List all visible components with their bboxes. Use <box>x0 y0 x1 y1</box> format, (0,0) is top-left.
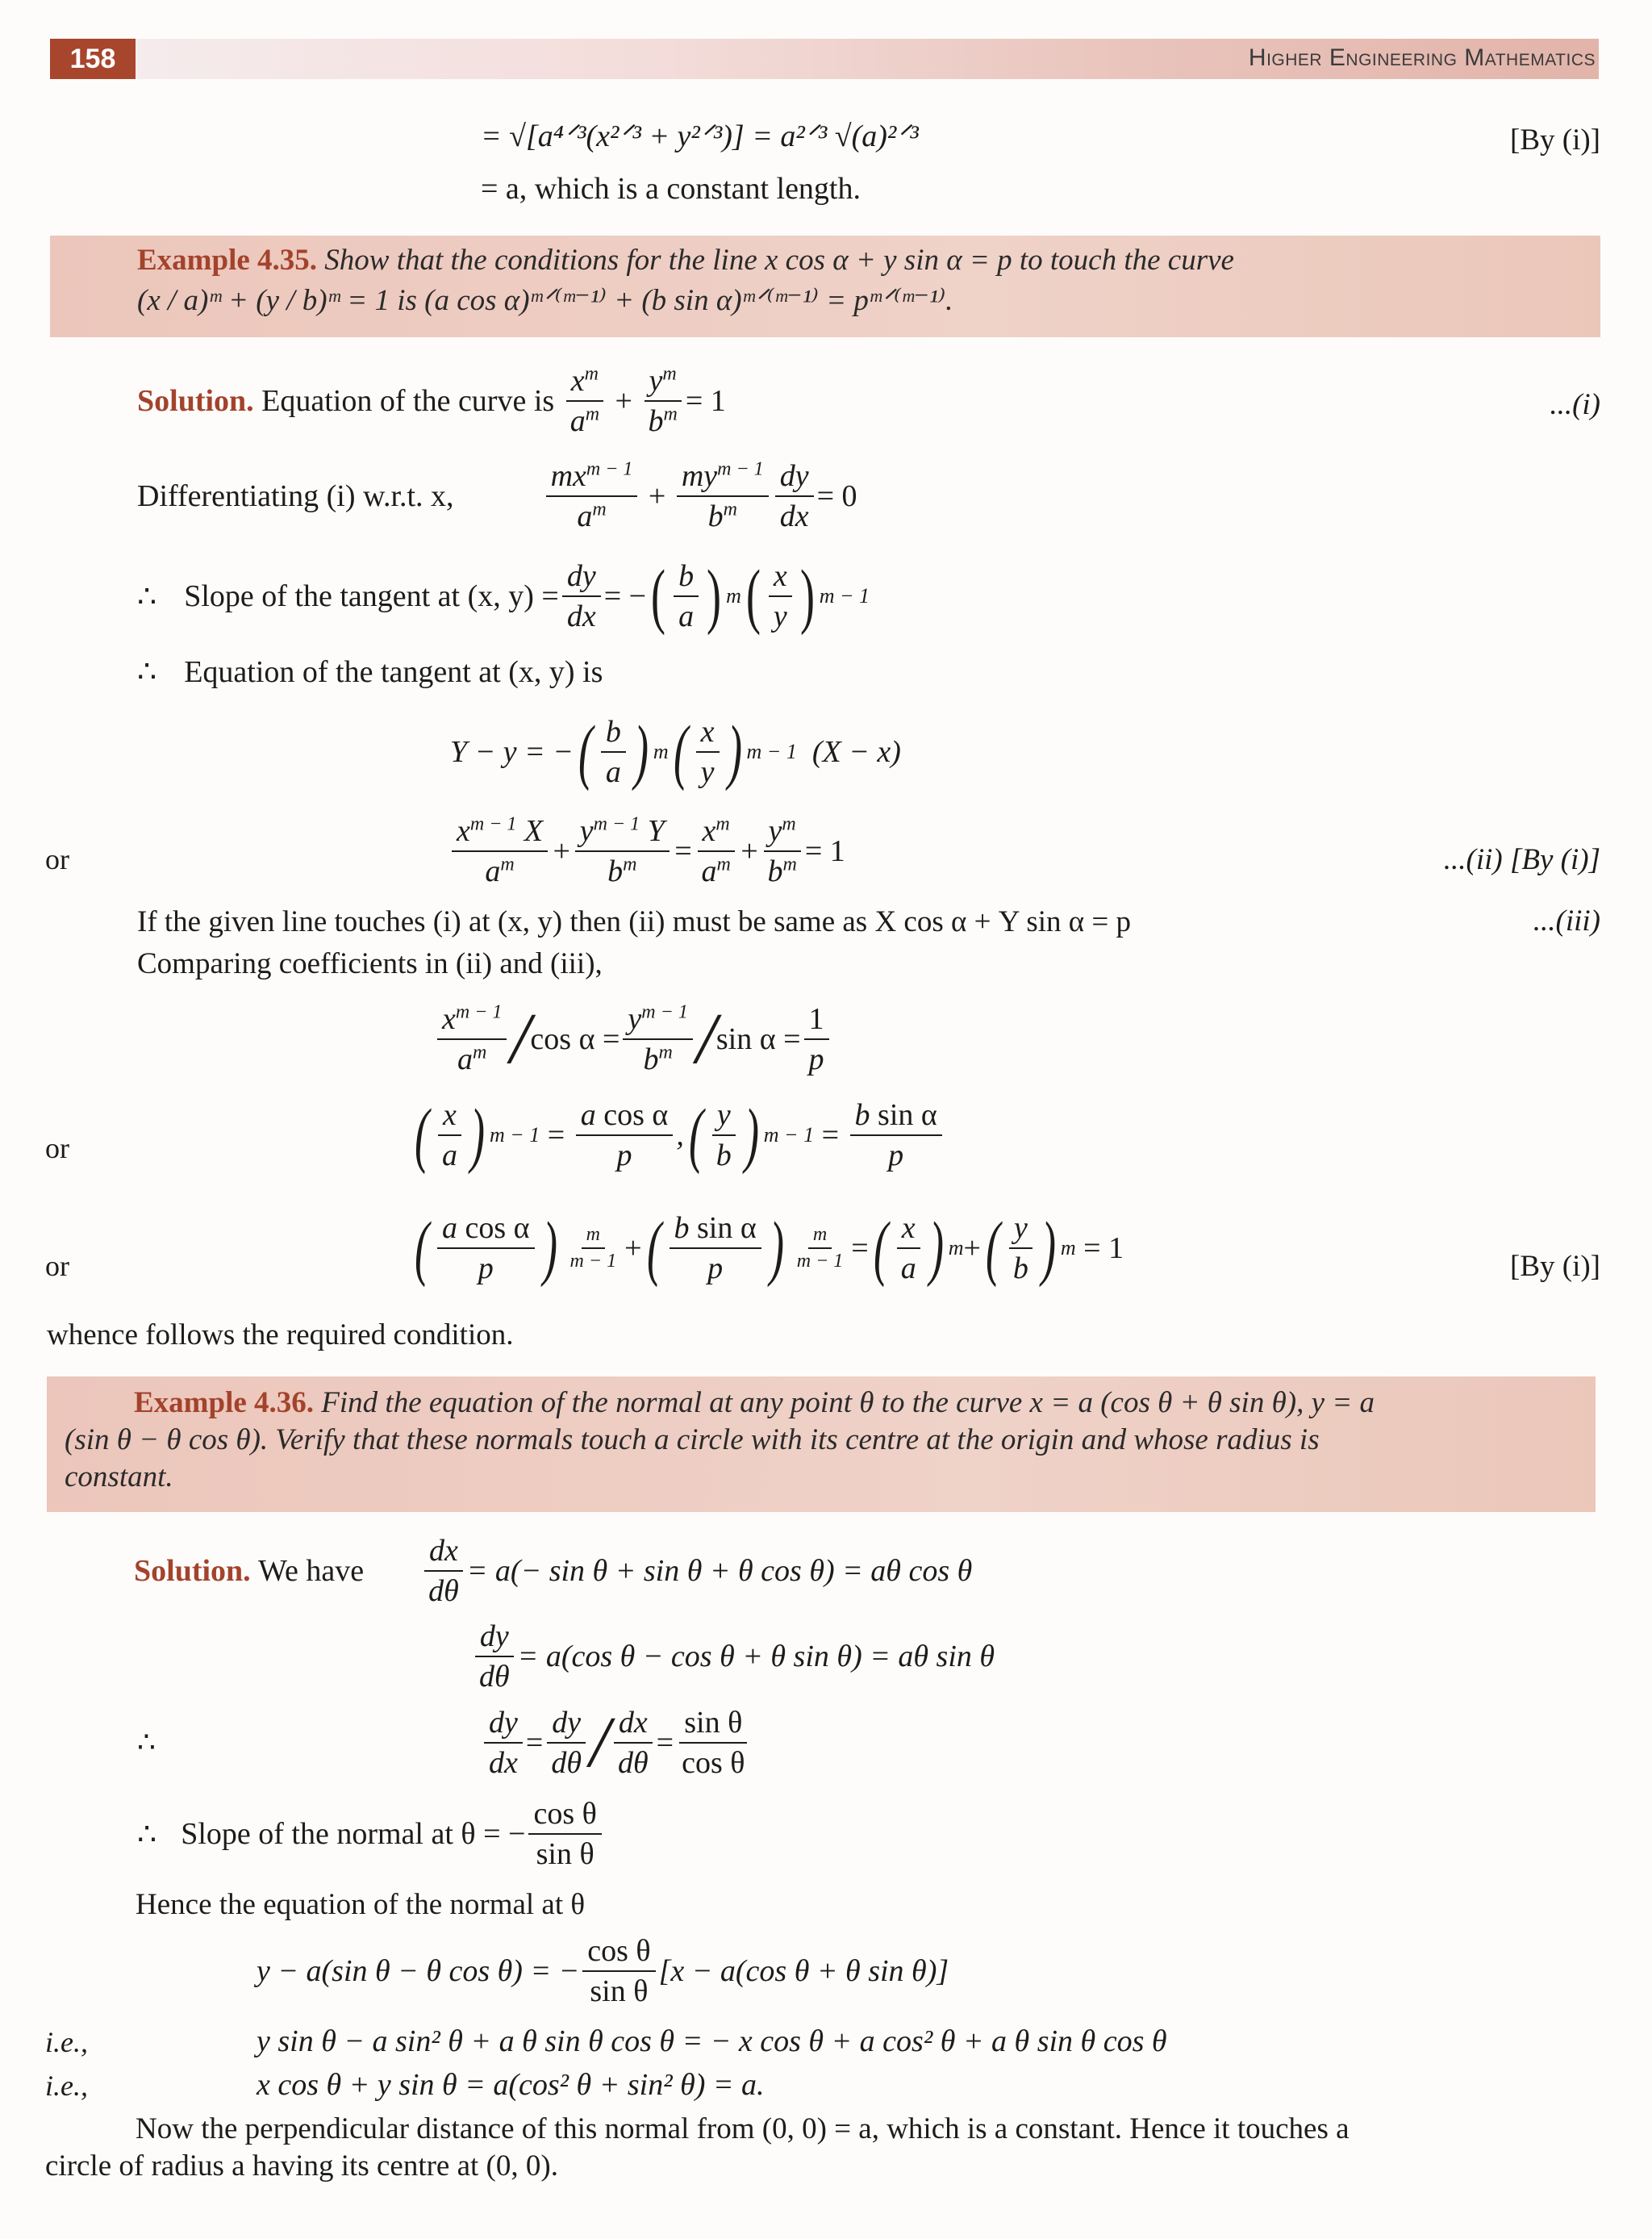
solution-2-label: Solution. <box>134 1554 251 1588</box>
diff-text: Differentiating (i) w.r.t. x, <box>137 479 454 513</box>
or-1: or <box>45 843 69 875</box>
dy-dx-ratio-line: $\frac{dy}{dx}$ = $\frac{dy}{d\theta}$ / $\frac{dx}{d\theta}$ = $\frac{\text{sin θ}}{\text{cos θ}}$ <box>481 1701 753 1784</box>
fraction-bsin-p: $\frac{\text{b sin α}}{p}$ <box>850 1097 942 1173</box>
final-text-1: Now the perpendicular distance of this normal from (0, 0) = a, which is a constant. Hence it touches a <box>136 2112 1350 2145</box>
slope-line: ∴ Slope of the tangent at (x, y) = $\frac{dy}{dx}$ = − ( $\frac{b}{a}$ ) m ( $\frac{x}{y}$ ) m − 1 <box>137 556 870 636</box>
fraction-x-y: $\frac{x}{y}$ <box>769 558 792 634</box>
fraction-cos-sin: $\frac{\text{cos θ}}{\text{sin θ}}$ <box>528 1796 601 1872</box>
slope-normal-text: Slope of the normal at θ = − <box>181 1817 526 1851</box>
dx-dtheta-line <box>134 1533 972 1609</box>
normal-lhs: y − a(sin θ − θ cos θ) = − <box>257 1954 580 1988</box>
line-touch-text: If the given line touches (i) at (x, y) then (ii) must be same as X cos α + Y sin α = p <box>137 905 1132 938</box>
we-have: We have <box>258 1554 365 1588</box>
example-4-36-label: Example 4.36. <box>134 1386 315 1419</box>
top-equation-1: = √[a⁴ᐟ³(x²ᐟ³ + y²ᐟ³)] = a²ᐟ³ √(a)²ᐟ³ <box>481 119 919 153</box>
fraction-b-a: $\frac{b}{a}$ <box>674 558 699 634</box>
therefore-2: ∴ <box>137 655 157 689</box>
ie-1: i.e., <box>45 2026 88 2058</box>
fraction-dy-dx-2: $\frac{dy}{dx}$ <box>562 558 601 634</box>
example-4-35-box <box>50 236 1600 337</box>
fraction-xm-am: $\frac{x^m}{a^m}$ <box>565 363 604 439</box>
fraction-xm-am-2: $\frac{x^m}{a^m}$ <box>696 813 735 889</box>
fraction-dx-dtheta: $\frac{dx}{d\theta}$ <box>423 1533 464 1609</box>
ratio-equation: ( $\frac{x}{a}$ ) m − 1 = $\frac{\text{a cos α}}{p}$ , ( $\frac{y}{b}$ ) m − 1 = $\frac{\text{b sin α}}{p}$ <box>410 1097 945 1173</box>
fraction-acos-p-2: $\frac{\text{a cos α}}{p}$ <box>437 1210 535 1286</box>
page-number: 158 <box>50 39 136 79</box>
curve-equation-line: Solution. Equation of the curve is $\frac{x^m}{a^m}$ + $\frac{y^m}{b^m}$ = 1 <box>137 363 726 438</box>
tangent-equation: Y − y = − ( $\frac{b}{a}$ ) m ( $\frac{x}{y}$ ) m − 1 (X − x) <box>450 712 901 792</box>
tangent-text: Equation of the tangent at (x, y) is <box>184 654 603 689</box>
example-4-35-label: Example 4.35. <box>137 244 318 277</box>
fraction-ym1-bm: $\frac{y^{m - 1}}{b^m}$ <box>623 1001 692 1077</box>
exponent-m-m1-1: $\frac{m}{m - 1}$ <box>569 1224 617 1272</box>
fraction-x-a-2: $\frac{x}{a}$ <box>896 1210 921 1286</box>
slope-text: Slope of the tangent at (x, y) = <box>184 579 559 613</box>
ie-line-2: x cos θ + y sin θ = a(cos² θ + sin² θ) = a. <box>257 2068 765 2102</box>
example-4-36-line1 <box>134 1385 1375 1422</box>
ie-line-1: y sin θ − a sin² θ + a θ sin θ cos θ = − x cos θ + a cos² θ + a θ sin θ cos θ <box>257 2024 1167 2058</box>
normal-slope-line <box>137 1796 605 1872</box>
fraction-ym-bm-2: $\frac{y^m}{b^m}$ <box>762 813 801 889</box>
fraction-b-a-2: $\frac{b}{a}$ <box>601 714 626 790</box>
example-4-35-line1 <box>137 242 1234 279</box>
curve-intro: Equation of the curve is <box>261 384 555 418</box>
diff-rhs: = 0 <box>816 479 857 513</box>
fraction-diff-2: $\frac{my^{m - 1}}{b^m}$ <box>677 458 769 534</box>
top-equation-1-tag: [By (i)] <box>1510 123 1600 157</box>
fraction-xm1X-am: $\frac{x^{m - 1} X}{a^m}$ <box>452 813 548 889</box>
compare-text: Comparing coefficients in (ii) and (iii), <box>137 947 603 980</box>
whence-text: whence follows the required condition. <box>47 1318 514 1351</box>
hence-text: Hence the equation of the normal at θ <box>136 1888 586 1921</box>
tag-iii: ...(iii) <box>1533 904 1600 938</box>
or-2: or <box>45 1132 69 1164</box>
example-4-36-text-2: (sin θ − θ cos θ). Verify that these normals touch a circle with its centre at the origin and whose radius is <box>65 1423 1320 1456</box>
tag-by-i: [By (i)] <box>1510 1250 1600 1283</box>
normal-rhs: [x − a(cos θ + θ sin θ)] <box>658 1954 949 1988</box>
example-4-36-box <box>47 1376 1596 1512</box>
fraction-dx-dtheta-2: $\frac{dx}{d\theta}$ <box>613 1705 653 1781</box>
example-4-35-text-2: (x / a)ᵐ + (y / b)ᵐ = 1 is (a cos α)ᵐᐟ⁽ᵐ⁻¹⁾ + (b sin α)ᵐᐟ⁽ᵐ⁻¹⁾ = pᵐᐟ⁽ᵐ⁻¹⁾. <box>137 284 953 317</box>
fraction-x-y-2: $\frac{x}{y}$ <box>696 714 720 790</box>
example-4-36-text-1: Find the equation of the normal at any point θ to the curve x = a (cos θ + θ sin θ), y = a <box>321 1386 1375 1419</box>
book-title: Higher Engineering Mathematics <box>1248 44 1596 71</box>
ie-2: i.e., <box>45 2070 88 2102</box>
dy-dtheta-line <box>471 1619 995 1694</box>
tag-ii: ...(ii) [By (i)] <box>1443 843 1600 876</box>
dx-rhs: = a(− sin θ + sin θ + θ cos θ) = aθ cos θ <box>466 1554 973 1588</box>
normal-equation <box>257 1933 949 2009</box>
fraction-dy-dx: $\frac{dy}{dx}$ <box>775 458 814 534</box>
tangent-simplified: $\frac{x^{m - 1} X}{a^m}$ + $\frac{y^{m - 1} Y}{b^m}$ = $\frac{x^m}{a^m}$ + $\frac{y^m}{b^m}$ = 1 <box>448 813 845 889</box>
therefore-4: ∴ <box>137 1817 157 1852</box>
fraction-dy-dtheta-2: $\frac{dy}{d\theta}$ <box>546 1705 586 1781</box>
example-4-35-text-1: Show that the conditions for the line x cos α + y sin α = p to touch the curve <box>324 244 1234 277</box>
fraction-ym1Y-bm: $\frac{y^{m - 1} Y}{b^m}$ <box>575 813 670 889</box>
fraction-y-b-2: $\frac{y}{b}$ <box>1008 1210 1033 1286</box>
fraction-ym-bm: $\frac{y^m}{b^m}$ <box>643 363 682 439</box>
differentiate-line: Differentiating (i) w.r.t. x, $\frac{mx^{m - 1}}{a^m}$ + $\frac{my^{m - 1}}{b^m}$ $\frac{dy}{dx}$ = 0 <box>137 458 857 533</box>
top-equation-2: = a, which is a constant length. <box>481 172 861 206</box>
fraction-1-p: $\frac{1}{p}$ <box>804 1001 829 1077</box>
fraction-x-a: $\frac{x}{a}$ <box>437 1097 462 1173</box>
therefore-3: ∴ <box>137 1726 156 1758</box>
fraction-dy-dx-3: $\frac{dy}{dx}$ <box>484 1705 523 1781</box>
fraction-diff-1: $\frac{mx^{m - 1}}{a^m}$ <box>546 458 638 534</box>
tangent-line <box>137 654 603 690</box>
tag-i: ...(i) <box>1550 388 1600 421</box>
fraction-bsin-p-2: $\frac{\text{b sin α}}{p}$ <box>670 1210 761 1286</box>
therefore-1: ∴ <box>137 579 157 614</box>
dy-rhs: = a(cos θ − cos θ + θ sin θ) = aθ sin θ <box>517 1640 995 1673</box>
final-text-2: circle of radius a having its centre at (0, 0). <box>45 2149 558 2183</box>
solution-label: Solution. <box>137 384 254 418</box>
fraction-cos-sin-2: $\frac{\text{cos θ}}{\text{sin θ}}$ <box>582 1933 655 2009</box>
final-condition-equation: ( $\frac{\text{a cos α}}{p}$ ) $\frac{m}{m - 1}$ + ( $\frac{\text{b sin α}}{p}$ ) $\frac{m}{m - 1}$ = ( $\frac{x}{a}$ ) m + ( $\frac{y}{b}$ ) m = 1 <box>414 1208 1124 1288</box>
or-3: or <box>45 1250 69 1282</box>
fraction-xm1-am: $\frac{x^{m - 1}}{a^m}$ <box>437 1001 507 1077</box>
example-4-36-text-3: constant. <box>65 1460 173 1493</box>
curve-rhs: = 1 <box>685 384 726 418</box>
fraction-y-b: $\frac{y}{b}$ <box>711 1097 736 1173</box>
fraction-sin-cos: $\frac{\text{sin θ}}{\text{cos θ}}$ <box>677 1705 749 1781</box>
fraction-acos-p: $\frac{\text{a cos α}}{p}$ <box>576 1097 674 1173</box>
comparison-equation: $\frac{x^{m - 1}}{a^m}$ / cos α = $\frac{y^{m - 1}}{b^m}$ / sin α = $\frac{1}{p}$ <box>434 997 832 1080</box>
exponent-m-m1-2: $\frac{m}{m - 1}$ <box>796 1224 844 1272</box>
fraction-dy-dtheta: $\frac{dy}{d\theta}$ <box>474 1619 515 1694</box>
